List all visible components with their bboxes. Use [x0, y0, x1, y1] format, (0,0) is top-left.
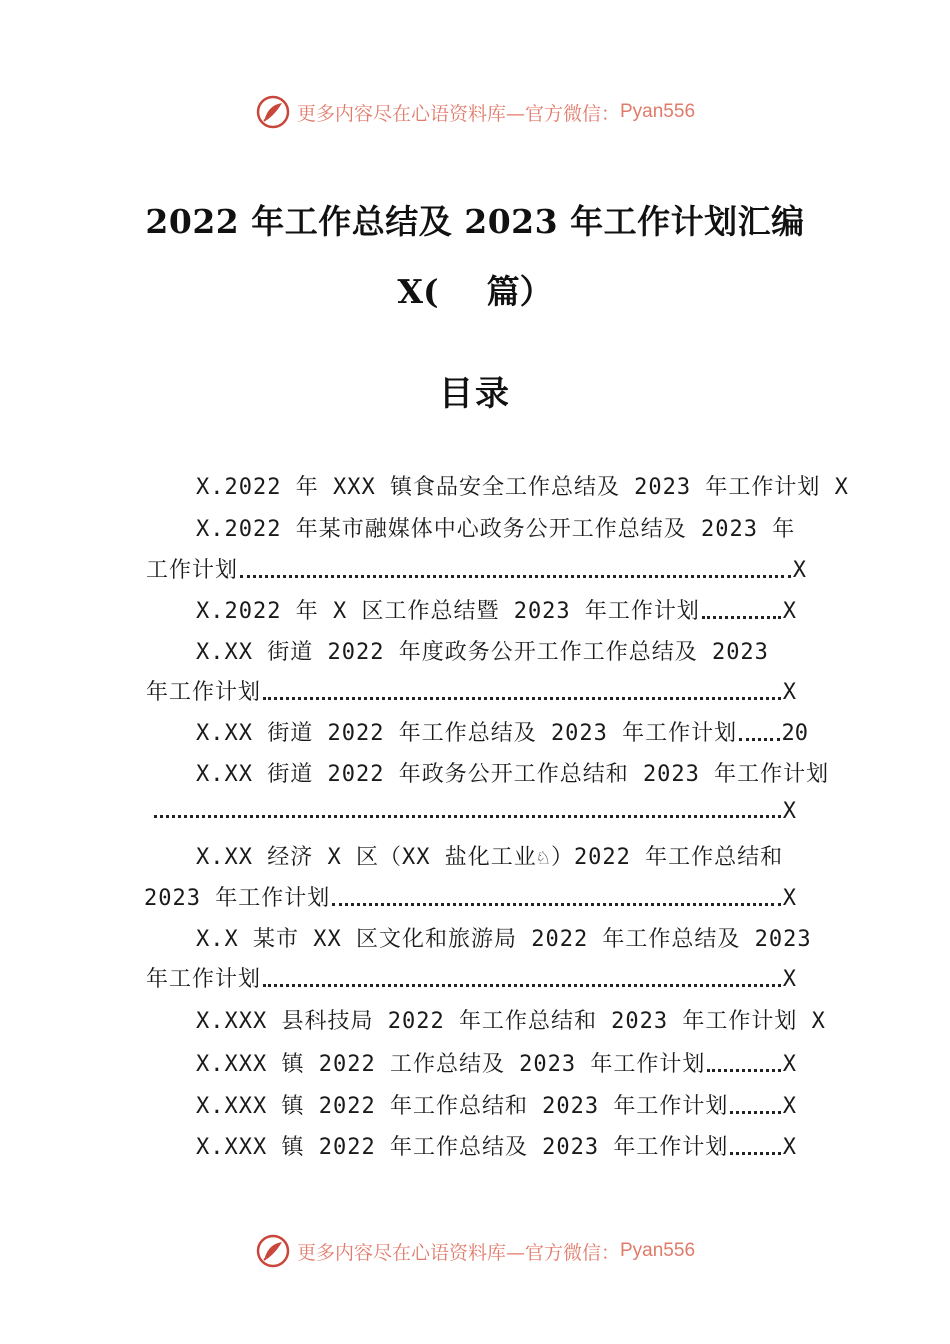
document-title: 2022 年工作总结及 2023 年工作计划汇编: [145, 202, 805, 241]
header-banner: [0, 94, 950, 130]
toc-entry[interactable]: X.2022 年 X 区工作总结暨 2023 年工作计划 X: [196, 599, 796, 624]
toc-entry[interactable]: X.XXX 县科技局 2022 年工作总结和 2023 年工作计划 X: [196, 1009, 826, 1034]
toc-page-number: X: [782, 1052, 796, 1077]
toc-entry[interactable]: X.XX 街道 2022 年政务公开工作总结和 2023 年工作计划: [196, 762, 830, 787]
leader-dots: [332, 903, 781, 906]
toc-entry[interactable]: X.XX 经济 X 区（XX 盐化工业♘）2022 年工作总结和: [196, 845, 784, 870]
toc-entry-continuation[interactable]: 年工作计划 X: [146, 967, 796, 992]
banner-text: 更多内容尽在心语资料库—官方微信：: [296, 1241, 620, 1264]
leader-dots: [730, 1152, 780, 1155]
toc-page-number: X: [782, 1135, 796, 1160]
leader-dots: [707, 1069, 780, 1072]
toc-entry-continuation[interactable]: 2023 年工作计划 X: [144, 886, 796, 911]
toc-entry[interactable]: X.XXX 镇 2022 年工作总结及 2023 年工作计划 X: [196, 1135, 796, 1160]
leader-dots: [263, 697, 781, 700]
logo-icon: [255, 1233, 291, 1269]
toc-page-number: X: [782, 967, 796, 992]
toc-page-number: X: [782, 599, 796, 624]
toc-page-number: 20: [781, 721, 808, 746]
logo-icon: [255, 94, 291, 130]
document-subtitle: [0, 266, 950, 313]
toc-entry[interactable]: X.XXX 镇 2022 年工作总结和 2023 年工作计划 X: [196, 1094, 796, 1119]
toc-entry[interactable]: X.XX 街道 2022 年度政务公开工作工作总结及 2023: [196, 640, 769, 665]
banner-wechat-id: Pyan556: [620, 101, 696, 122]
subtitle-right: 篇）: [486, 272, 553, 311]
toc-entry-continuation[interactable]: [152, 799, 796, 824]
banner-wechat-id: Pyan556: [620, 1240, 696, 1261]
subtitle-left: X(: [397, 272, 439, 311]
toc-entry[interactable]: X.2022 年 XXX 镇食品安全工作总结及 2023 年工作计划 X: [196, 475, 849, 500]
toc-page-number: X: [792, 558, 806, 583]
toc-entry-continuation[interactable]: 年工作计划 X: [146, 680, 796, 705]
leader-dots: [739, 738, 779, 741]
leader-dots: [154, 815, 781, 818]
leader-dots: [730, 1111, 780, 1114]
toc-page-number: X: [782, 680, 796, 705]
toc-page-number: X: [782, 1094, 796, 1119]
toc-entry[interactable]: X.X 某市 XX 区文化和旅游局 2022 年工作总结及 2023: [196, 927, 812, 952]
toc-entry[interactable]: X.XX 街道 2022 年工作总结及 2023 年工作计划 20: [196, 721, 808, 746]
banner-text: 更多内容尽在心语资料库—官方微信：: [296, 102, 620, 125]
leader-dots: [240, 575, 791, 578]
toc-heading: 目录: [439, 374, 511, 414]
toc-page-number: X: [782, 799, 796, 824]
toc-entry[interactable]: X.XXX 镇 2022 工作总结及 2023 年工作计划 X: [196, 1052, 796, 1077]
toc-page-number: X: [782, 886, 796, 911]
footer-banner: [0, 1233, 950, 1269]
toc-entry-continuation[interactable]: 工作计划 X: [146, 558, 806, 583]
toc-entry[interactable]: X.2022 年某市融媒体中心政务公开工作总结及 2023 年: [196, 517, 796, 542]
leader-dots: [263, 984, 781, 987]
leader-dots: [702, 616, 781, 619]
